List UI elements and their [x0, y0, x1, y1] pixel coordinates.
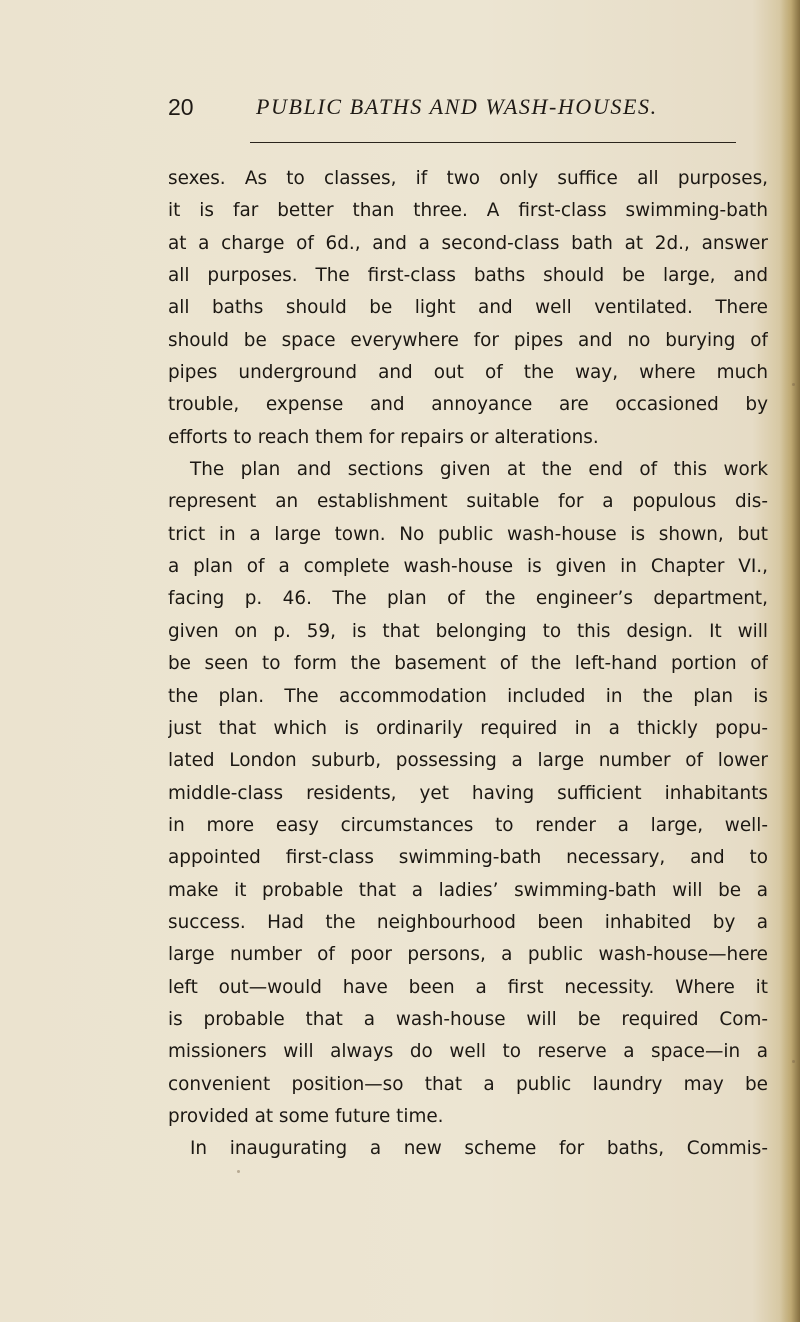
paper-speck: [792, 383, 795, 386]
text-line: large number of poor persons, a public wash-house—here: [168, 944, 768, 966]
text-line: pipes underground and out of the way, where much: [168, 362, 768, 384]
text-line: left out—would have been a first necessity. Where it: [168, 976, 768, 998]
text-line: be seen to form the basement of the left-hand portion of: [168, 653, 768, 675]
text-line: lated London suburb, possessing a large number of lower: [168, 750, 768, 772]
text-line: in more easy circumstances to render a large, well-: [168, 814, 768, 836]
text-line: The plan and sections given at the end of this work: [190, 459, 768, 481]
running-head: [168, 92, 768, 126]
page-edge-shadow: [780, 0, 800, 1322]
text-line: a plan of a complete wash-house is given in Chapter VI.,: [168, 556, 768, 578]
body-text: [168, 163, 768, 1166]
text-line: all baths should be light and well ventilated. There: [168, 297, 768, 319]
text-line: just that which is ordinarily required in a thickly popu-: [168, 717, 768, 739]
text-line: sexes. As to classes, if two only suffice all purposes,: [168, 168, 768, 189]
text-line: facing p. 46. The plan of the engineer’s department,: [168, 588, 768, 610]
text-line: appointed first-class swimming-bath necessary, and to: [168, 847, 768, 869]
text-line: make it probable that a ladies’ swimming-bath will be a: [168, 879, 768, 901]
running-title: PUBLIC BATHS AND WASH-HOUSES.: [256, 94, 658, 119]
text-line: In inaugurating a new scheme for baths, Commis-: [190, 1138, 768, 1160]
text-line: the plan. The accommodation included in the plan is: [168, 685, 768, 707]
text-line: all purposes. The first-class baths should be large, and: [168, 265, 768, 287]
text-line: given on p. 59, is that belonging to this design. It will: [168, 620, 768, 642]
text-line: middle-class residents, yet having sufficient inhabitants: [168, 782, 768, 804]
text-line: it is far better than three. A first-class swimming-bath: [168, 200, 768, 222]
text-line: efforts to reach them for repairs or alterations.: [168, 426, 599, 448]
header-rule: [250, 142, 736, 143]
text-line: at a charge of 6d., and a second-class bath at 2d., answer: [168, 232, 768, 254]
text-line: represent an establishment suitable for a populous dis-: [168, 491, 768, 513]
text-line: should be space everywhere for pipes and no burying of: [168, 329, 768, 351]
text-line: provided at some future time.: [168, 1105, 444, 1127]
text-line: success. Had the neighbourhood been inhabited by a: [168, 911, 768, 933]
text-line: is probable that a wash-house will be required Com-: [168, 1008, 768, 1030]
text-line: trouble, expense and annoyance are occasioned by: [168, 394, 768, 416]
paper-speck: [237, 1170, 240, 1173]
text-line: missioners will always do well to reserve a space—in a: [168, 1041, 768, 1063]
text-line: trict in a large town. No public wash-house is shown, but: [168, 523, 768, 545]
text-line: convenient position—so that a public laundry may be: [168, 1073, 768, 1095]
page-number: 20: [168, 94, 194, 120]
paper-speck: [792, 1060, 795, 1063]
